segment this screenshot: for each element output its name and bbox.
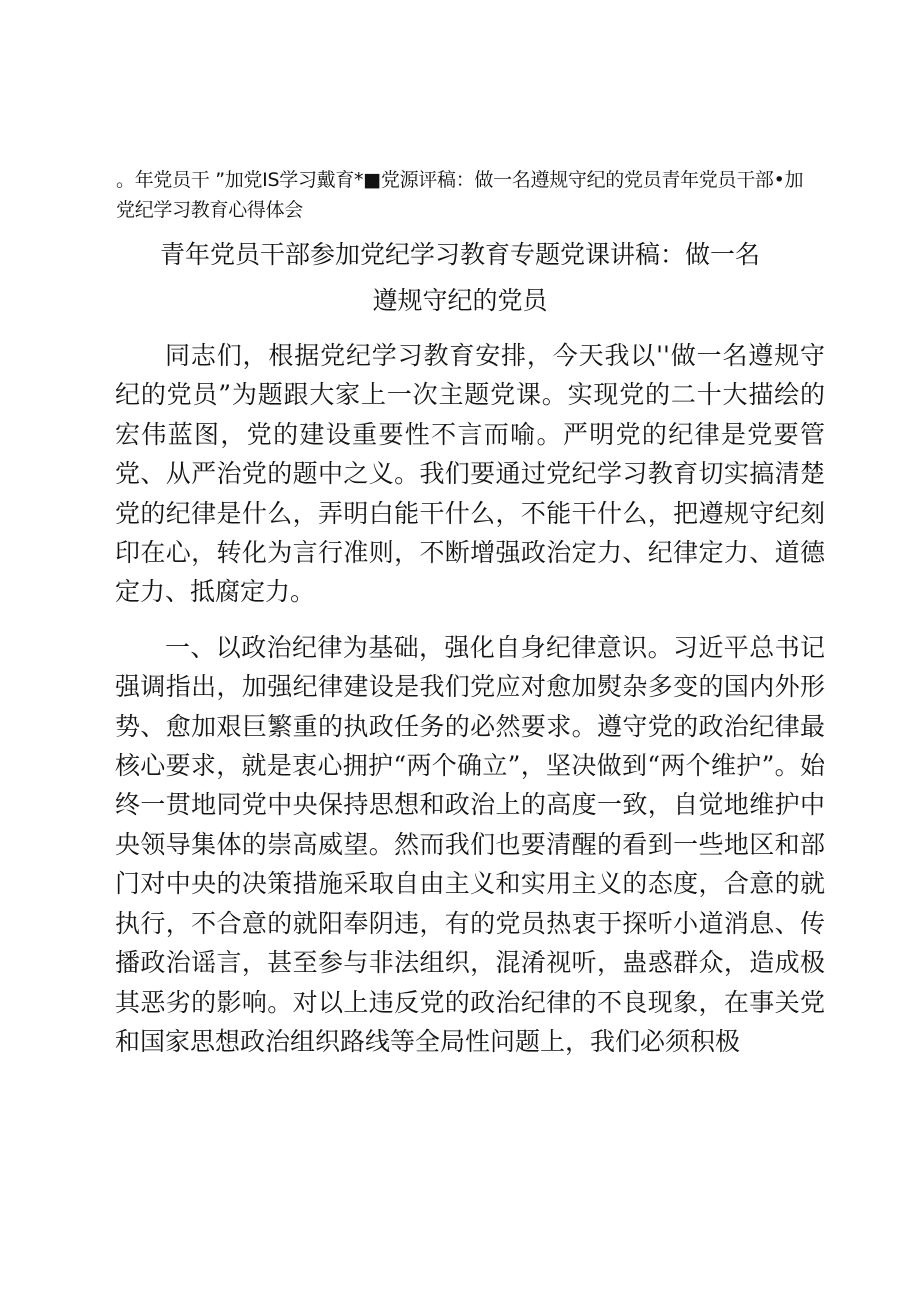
document-body <box>115 336 825 1061</box>
document-title-line-2: 遵规守纪的党员 <box>372 286 548 315</box>
header-line-2: 党纪学习教育心得体会 <box>116 199 304 221</box>
header-line-1: 。年党员干 ”加党IS学习戴育*■党源评稿：做一名遵规守纪的党员青年党员干部•加 <box>116 169 804 191</box>
paragraph-intro: 同志们，根据党纪学习教育安排，今天我以''做一名遵规守纪的党员”为题跟大家上一次主题党课。实现党的二十大描绘的宏伟蓝图，党的建设重要性不言而喻。严明党的纪律是党要管党、从严治党的题中之义。我们要通过党纪学习教育切实搞清楚党的纪律是什么，弄明白能干什么，不能干什么，把遵规守纪刻印在心，转化为言行准则，不断增强政治定力、纪律定力、道德定力、抵腐定力。 <box>115 341 825 607</box>
paragraph-section-one: 一、以政治纪律为基础，强化自身纪律意识。习近平总书记强调指出，加强纪律建设是我们党应对愈加熨杂多变的国内外形势、愈加艰巨繁重的执政任务的必然要求。遵守党的政治纪律最核心要求，就是衷心拥护“两个确立”，坚决做到“两个维护”。始终一贯地同党中央保持思想和政治上的高度一致，自觉地维护中央领导集体的崇高威望。然而我们也要清醒的看到一些地区和部门对中央的决策措施采取自由主义和实用主义的态度，合意的就执行，不合意的就阳奉阴违，有的党员热衷于探听小道消息、传播政治谣言，甚至参与非法组织，混淆视听，蛊惑群众，造成极其恶劣的影响。对以上违反党的政治纪律的不良现象，在事关党和国家思想政治组织路线等全局性问题上，我们必须积极 <box>115 632 825 1056</box>
document-title-line-1: 青年党员干部参加党纪学习教育专题党课讲稿：做一名 <box>159 240 760 269</box>
